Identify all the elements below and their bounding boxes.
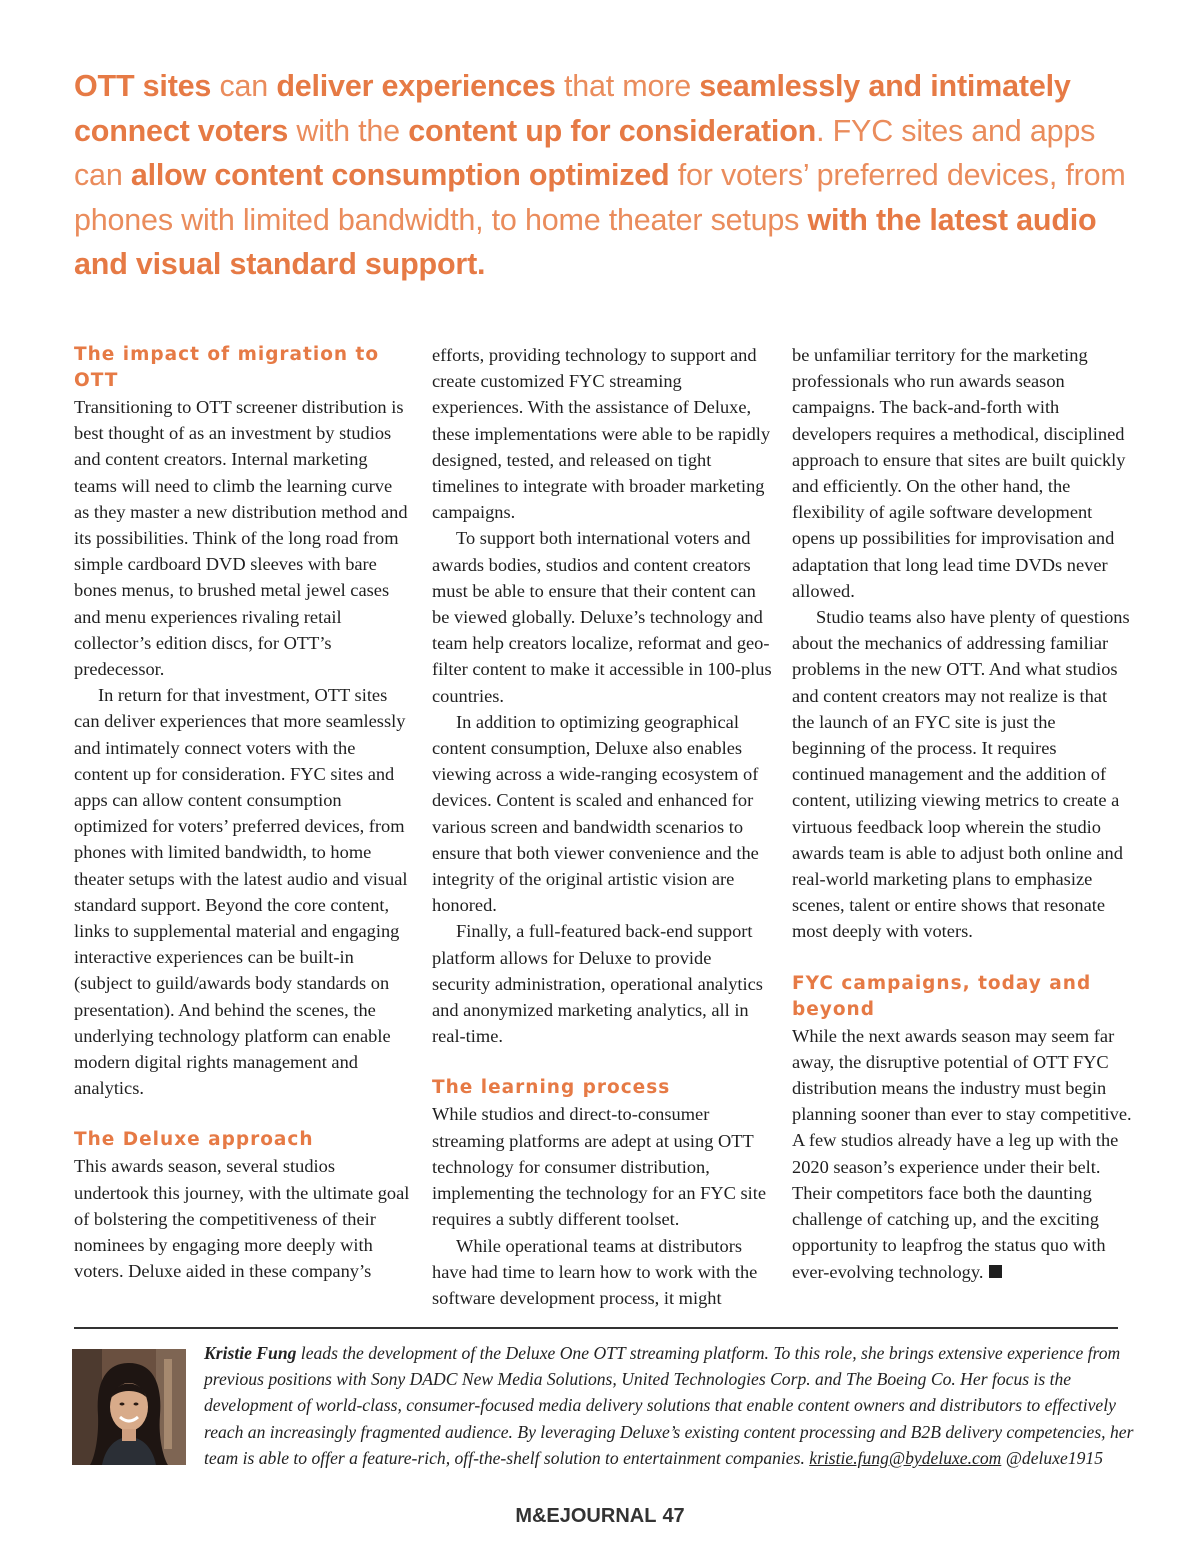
- paragraph: [792, 1023, 1132, 1285]
- paragraph: Finally, a full-featured back-end support platform allows for Deluxe to provide security administration, operational analytics and anonymized marketing analytics, all in real-time.: [432, 921, 763, 1047]
- pull-quote-text: can: [211, 69, 277, 103]
- author-handle: @deluxe1915: [1001, 1447, 1104, 1468]
- paragraph: In return for that investment, OTT sites can deliver experiences that more seamlessly and intimately connect voters with the content up for consideration. FYC sites and apps can allow content consumption optimized for voters’ preferred devices, from phones with limited bandwidth, to home theater setups with the latest audio and visual standard support. Beyond the core content, links to supplemental material and engaging interactive experiences can be built-in (subject to guild/awards body standards on presentation). And behind the scenes, the underlying technology platform can enable modern digital rights management and analytics.: [74, 685, 408, 1099]
- section-gap: [792, 945, 1132, 971]
- author-name: Kristie Fung: [204, 1343, 297, 1363]
- section-gap: [432, 1049, 774, 1075]
- section-heading: The Deluxe approach: [74, 1129, 314, 1151]
- paragraph: Transitioning to OTT screener distribution is best thought of as an investment by studios and content creators. Internal marketing teams will need to climb the learning curve as they master a new distribution method and its possibilities. Think of the long road from simple cardboard DVD sleeves with bare bones menus, to brushed metal jewel cases and menu experiences rivaling retail collector’s edition discs, for OTT’s predecessor.: [74, 397, 408, 680]
- pull-quote-emphasis: seamlessly and intimately connect voters: [74, 69, 1071, 148]
- author-email-link[interactable]: kristie.fung@bydeluxe.com: [809, 1447, 1002, 1468]
- column-1: [74, 342, 412, 1285]
- column-2: [432, 342, 774, 1311]
- pull-quote-text: for voters’ preferred devices, from phones with limited bandwidth, to home theater setups: [74, 158, 1126, 237]
- paragraph-text: While the next awards season may seem far away, the disruptive potential of OTT FYC distribution means the industry must begin planning sooner than ever to stay competitive. A few studios already have a leg up with the 2020 season’s experience under their belt. Their competitors face both the daunting challenge of catching up, and the exciting opportunity to leapfrog the status quo with ever-evolving technology.: [792, 1025, 1132, 1282]
- pull-quote-text: with the: [288, 113, 409, 148]
- end-mark-icon: [989, 1265, 1002, 1278]
- column-3: [792, 342, 1132, 1285]
- page-number: 47: [662, 1505, 685, 1527]
- author-photo: [72, 1349, 186, 1465]
- paragraph: To support both international voters and awards bodies, studios and content creators must be able to ensure that their content can be viewed globally. Deluxe’s technology and team help creators localize, reformat and geo-filter content to make it accessible in 100-plus countries.: [432, 528, 772, 706]
- paragraph: be unfamiliar territory for the marketing professionals who run awards season campaigns. The back-and-forth with developers requires a methodical, disciplined approach to ensure that sites are built quickly and efficiently. On the other hand, the flexibility of agile software development opens up possibilities for improvisation and adaptation that long lead time DVDs never allowed.: [792, 345, 1126, 601]
- pull-quote-emphasis: deliver experiences: [276, 69, 556, 103]
- journal-brand: M&EJOURNAL: [515, 1505, 657, 1527]
- pull-quote-emphasis: allow content consumption optimized: [130, 158, 670, 192]
- author-bio: [204, 1340, 1154, 1471]
- section-heading: The learning process: [432, 1077, 671, 1099]
- pull-quote-emphasis: content up for consideration: [408, 113, 817, 148]
- author-bio-text: leads the development of the Deluxe One OTT streaming platform. To this role, she brings extensive experience from previous positions with Sony DADC New Media Solutions, United Technologies Corp. and The Boeing Co. Her focus is the development of world-class, consumer-focused media delivery solutions that enable content owners and distributors to effectively reach an increasingly fragmented audience. By leveraging Deluxe’s existing content processing and B2B delivery competencies, her team is able to offer a feature-rich, off-the-shelf solution to entertainment companies.: [204, 1343, 1134, 1468]
- paragraph: efforts, providing technology to support and create customized FYC streaming experiences. With the assistance of Deluxe, these implementations were able to be rapidly designed, tested, and released on tight timelines to integrate with broader marketing campaigns.: [432, 345, 771, 523]
- paragraph: In addition to optimizing geographical content consumption, Deluxe also enables viewing across a wide-ranging ecosystem of devices. Content is scaled and enhanced for various screen and bandwidth scenarios to ensure that both viewer convenience and the integrity of the original artistic vision are honored.: [432, 711, 759, 916]
- pull-quote: [74, 64, 1144, 287]
- paragraph: While operational teams at distributors have had time to learn how to work with the software development process, it might: [432, 1235, 758, 1308]
- pull-quote-text: that more: [555, 69, 700, 103]
- page-footer: [0, 1505, 1200, 1528]
- paragraph: This awards season, several studios undertook this journey, with the ultimate goal of bolstering the competitiveness of their nominees by engaging more deeply with voters. Deluxe aided in these company’s: [74, 1156, 410, 1282]
- pull-quote-text: . FYC sites and apps can: [74, 113, 1096, 192]
- pull-quote-emphasis: OTT sites: [74, 69, 212, 103]
- section-gap: [74, 1101, 412, 1127]
- pull-quote-emphasis: with the latest audio and visual standard support.: [74, 202, 1097, 281]
- paragraph: While studios and direct-to-consumer streaming platforms are adept at using OTT technology for consumer distribution, implementing the technology for an FYC site requires a subtly different toolset.: [432, 1104, 767, 1230]
- author-divider: [74, 1327, 1118, 1329]
- section-heading: The impact of migration to OTT: [74, 344, 380, 391]
- section-heading: FYC campaigns, today and beyond: [792, 972, 1092, 1020]
- paragraph: Studio teams also have plenty of questions about the mechanics of addressing familiar problems in the new OTT. And what studios and content creators may not realize is that the launch of an FYC site is just the beginning of the process. It requires continued management and the addition of content, utilizing viewing metrics to create a virtuous feedback loop wherein the studio awards team is able to adjust both online and real-world marketing plans to emphasize scenes, talent or entire shows that resonate most deeply with voters.: [792, 607, 1130, 942]
